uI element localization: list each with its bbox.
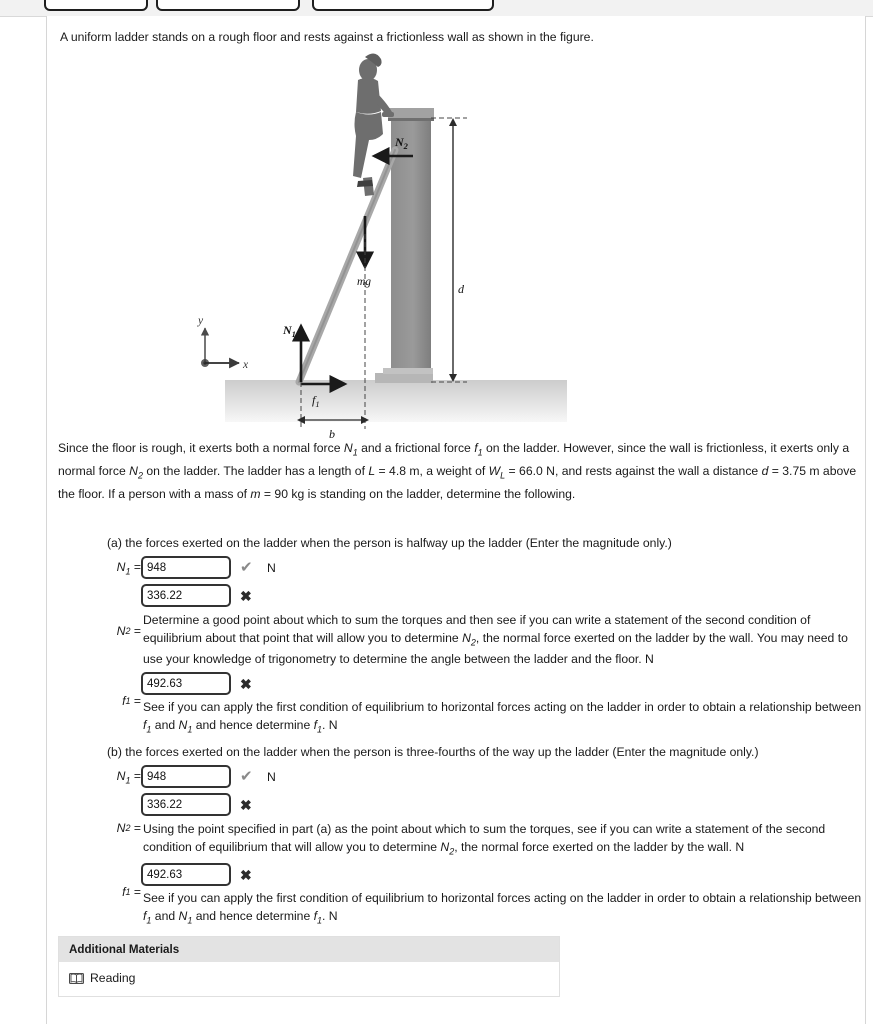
part-a-n1-alt-wrong-icon: ✖ xyxy=(240,587,252,604)
problem-statement xyxy=(58,438,858,505)
additional-materials-body xyxy=(59,962,559,996)
question-page xyxy=(46,16,866,1024)
symbol-f1: $f_1$ xyxy=(474,441,483,458)
part-b-n1-unit: N xyxy=(267,769,276,784)
problem-prompt: A uniform ladder stands on a rough floor and rests against a frictionless wall as shown in the figure. xyxy=(60,30,594,44)
dimension-d xyxy=(431,118,467,382)
toolbar-strip xyxy=(0,0,873,17)
part-b-f1-label: f 1 = xyxy=(122,885,141,900)
part-b-n1-row xyxy=(107,765,862,816)
symbol-N1: $N_1$ xyxy=(343,441,358,458)
part-b-section xyxy=(107,743,862,928)
part-a-f1-input[interactable] xyxy=(141,672,231,695)
part-a-f1-feedback: See if you can apply the first condition of equilibrium to horizontal forces acting on the ladder in order to obtain a relationship between $f_1$ and $N_1$ and hence determine $f_1$. N xyxy=(143,700,862,735)
symbol-WL: $W_L$ xyxy=(488,463,506,481)
book-icon xyxy=(69,972,84,985)
part-a-f1-wrong-icon: ✖ xyxy=(240,675,252,692)
figure-label-b: b xyxy=(329,427,335,441)
paragraph-text-3: on the ladder. However, since the wall is frictionless, it exerts only a normal force xyxy=(58,441,850,478)
part-a-n2-feedback: Determine a good point about which to sum the torques and then see if you can write a statement of the second condition of equilibrium about that point that will allow you to determine $N_2$, the normal force exerted on the ladder by the wall. You may need to use your knowledge of trigonometry to determine the angle between the ladder and the floor. N xyxy=(143,613,848,667)
paragraph-text-1: Since the floor is rough, it exerts both a normal force xyxy=(58,441,344,455)
coordinate-axes xyxy=(197,315,249,371)
part-b-n1-input[interactable] xyxy=(141,765,231,788)
part-a-section xyxy=(107,534,862,737)
additional-materials-reading-link[interactable]: Reading xyxy=(90,971,136,985)
figure-label-N1: $N_1$ xyxy=(283,323,296,339)
part-b-f1-row xyxy=(107,863,862,928)
part-a-n1-input[interactable] xyxy=(141,556,231,579)
figure-label-f1: $f_1$ xyxy=(312,393,320,409)
figure-axis-label-x: x xyxy=(243,359,249,371)
symbol-N2: $N_2$ xyxy=(129,463,143,481)
part-a-f1-label: f 1 = xyxy=(122,694,141,709)
toolbar-button-2[interactable] xyxy=(156,0,300,11)
part-b-n1-correct-icon: ✔ xyxy=(240,768,253,786)
part-b-n2-label: N 2 = xyxy=(116,821,141,836)
symbol-m: m xyxy=(250,486,261,501)
ground-surface xyxy=(225,380,567,422)
part-b-n1-alt-wrong-icon: ✖ xyxy=(240,796,252,813)
part-a-f1-row xyxy=(107,672,862,737)
paragraph-text-4: on the ladder. The ladder has a length of xyxy=(142,463,369,478)
toolbar-button-1[interactable] xyxy=(44,0,148,11)
figure-label-mg: mg xyxy=(357,276,372,288)
figure-label-N2: $N_2$ xyxy=(395,135,408,151)
paragraph-length-value: = 4.8 m, a weight of xyxy=(375,463,489,478)
part-b-n1-alt-input[interactable] xyxy=(141,793,231,816)
additional-materials-panel xyxy=(58,936,560,997)
part-a-question: (a) the forces exerted on the ladder when the person is halfway up the ladder (Enter the magnitude only.) xyxy=(107,536,672,550)
part-a-n1-unit: N xyxy=(267,560,276,575)
part-b-question: (b) the forces exerted on the ladder when the person is three-fourths of the way up the ladder (Enter the magnitude only.) xyxy=(107,745,759,759)
part-a-n2-row xyxy=(107,611,862,668)
paragraph-mass-value: = 90 kg is standing on the ladder, determine the following. xyxy=(260,486,576,501)
part-a-n1-row xyxy=(107,556,862,607)
part-a-n1-alt-input[interactable] xyxy=(141,584,231,607)
ladder xyxy=(299,150,395,382)
figure-axis-label-y: y xyxy=(198,315,204,327)
part-a-n1-label: $N_1$ = xyxy=(116,560,141,577)
symbol-d: d xyxy=(761,463,769,478)
toolbar-button-3[interactable] xyxy=(312,0,494,11)
ladder-diagram xyxy=(177,46,567,441)
part-a-n2-label: N 2 = xyxy=(116,624,141,639)
additional-materials-header: Additional Materials xyxy=(59,937,559,962)
part-a-n1-correct-icon: ✔ xyxy=(240,559,253,577)
part-b-n1-label: $N_1$ = xyxy=(116,769,141,786)
paragraph-text-2: and a frictional force xyxy=(357,441,475,455)
figure-label-d: d xyxy=(458,282,464,296)
paragraph-weight-value: = 66.0 N, and rests against the wall a distance xyxy=(505,463,762,478)
part-b-f1-feedback: See if you can apply the first condition of equilibrium to horizontal forces acting on the ladder in order to obtain a relationship between $f_1$ and $N_1$ and hence determine $f_1$. N xyxy=(143,891,862,926)
symbol-L: L xyxy=(368,463,376,478)
part-b-f1-input[interactable] xyxy=(141,863,231,886)
paragraph-distance-value: = 3.75 m above the floor. If a person with a mass of xyxy=(58,463,857,501)
part-b-n2-feedback: Using the point specified in part (a) as the point about which to sum the torques, see if you can write a statement of the second condition of equilibrium that will allow you to determine $N_2$, the normal force exerted on the ladder by the wall. N xyxy=(143,822,826,857)
part-b-n2-row xyxy=(107,820,862,859)
part-b-f1-wrong-icon: ✖ xyxy=(240,866,252,883)
